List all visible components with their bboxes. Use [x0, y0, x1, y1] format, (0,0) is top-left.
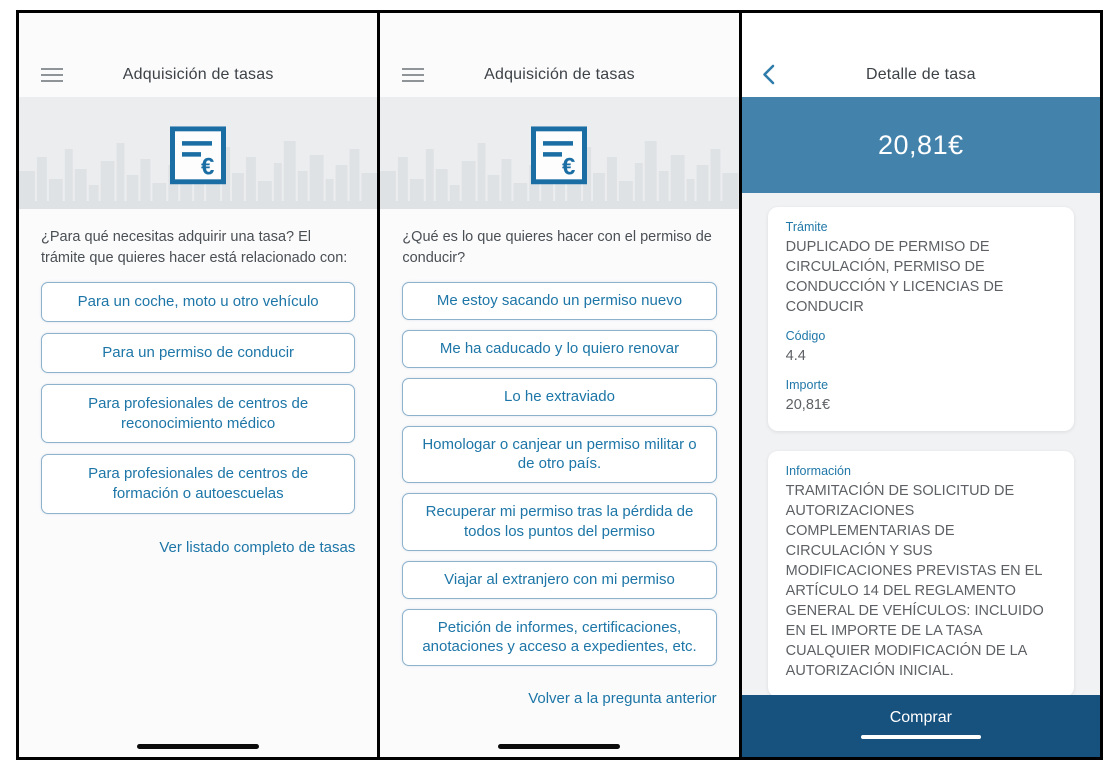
option-vehicle-button[interactable]: Para un coche, moto u otro vehículo: [41, 282, 355, 322]
page-title: Adquisición de tasas: [122, 66, 274, 83]
document-euro-icon: [531, 126, 587, 184]
page-title: Detalle de tasa: [865, 66, 976, 83]
price-banner: [742, 97, 1100, 193]
fee-info-card: [768, 451, 1074, 695]
option-driving-schools-button[interactable]: Para profesionales de centros de formación o autoescuelas: [41, 454, 355, 514]
svg-text:€: €: [562, 153, 576, 181]
city-skyline-banner: [380, 97, 738, 209]
option-exchange-foreign-licence-button[interactable]: Homologar o canjear un permiso militar o de otro país.: [402, 426, 716, 484]
option-recover-points-button[interactable]: Recuperar mi permiso tras la pérdida de todos los puntos del permiso: [402, 493, 716, 551]
field-value-informacion: TRAMITACIÓN DE SOLICITUD DE AUTORIZACIONES COMPLEMENTARIAS DE CIRCULACIÓN Y SUS MODIFICACIONES PREVISTAS EN EL ARTÍCULO 14 DEL REGLAMENTO GENERAL DE VEHÍCULOS: INCLUIDO EN EL IMPORTE DE LA TASA CUALQUIER MODIFICACIÓN DE LA AUTORIZACIÓN INICIAL.: [785, 483, 1044, 679]
option-new-licence-button[interactable]: Me estoy sacando un permiso nuevo: [402, 282, 716, 320]
page-title: Adquisición de tasas: [484, 66, 635, 83]
question-text: ¿Para qué necesitas adquirir una tasa? El trámite que quieres hacer está relacionado con:: [41, 229, 348, 266]
question-text: ¿Qué es lo que quieres hacer con el permiso de conducir?: [402, 229, 712, 266]
field-value-codigo: 4.4: [785, 348, 806, 364]
option-renew-expired-button[interactable]: Me ha caducado y lo quiero renovar: [402, 330, 716, 368]
back-to-previous-question-link[interactable]: Volver a la pregunta anterior: [528, 690, 717, 708]
nav-bar: [380, 13, 738, 97]
home-indicator: [861, 735, 981, 739]
screenshot-frame: [16, 10, 1103, 760]
buy-button-label: Comprar: [889, 709, 952, 726]
svg-text:€: €: [201, 153, 215, 181]
document-euro-icon: [170, 126, 226, 184]
phone-screen-fee-detail: [742, 13, 1100, 757]
city-skyline-banner: [19, 97, 377, 209]
buy-button[interactable]: [742, 695, 1100, 757]
option-driving-licence-button[interactable]: Para un permiso de conducir: [41, 333, 355, 373]
home-indicator: [137, 744, 259, 749]
phone-screen-fee-purpose: [19, 13, 377, 757]
detail-body: [742, 193, 1100, 695]
nav-bar: [742, 13, 1100, 97]
fee-detail-card: [768, 207, 1074, 431]
option-medical-centers-button[interactable]: Para profesionales de centros de reconocimiento médico: [41, 384, 355, 444]
field-value-importe: 20,81€: [785, 397, 831, 413]
phone-screen-licence-options: [380, 13, 738, 757]
field-label-informacion: Información: [785, 464, 851, 478]
price-text: 20,81€: [878, 129, 964, 160]
field-value-tramite: DUPLICADO DE PERMISO DE CIRCULACIÓN, PERMISO DE CONDUCCIÓN Y LICENCIAS DE CONDUCIR: [785, 239, 1004, 315]
field-label-importe: Importe: [785, 378, 829, 392]
field-label-codigo: Código: [785, 329, 826, 343]
field-label-tramite: Trámite: [785, 220, 828, 234]
option-travel-abroad-button[interactable]: Viajar al extranjero con mi permiso: [402, 561, 716, 599]
option-reports-certificates-button[interactable]: Petición de informes, certificaciones, anotaciones y acceso a expedientes, etc.: [402, 609, 716, 667]
view-full-fee-list-link[interactable]: Ver listado completo de tasas: [159, 538, 356, 556]
option-lost-licence-button[interactable]: Lo he extraviado: [402, 378, 716, 416]
home-indicator: [498, 744, 620, 749]
nav-bar: [19, 13, 377, 97]
